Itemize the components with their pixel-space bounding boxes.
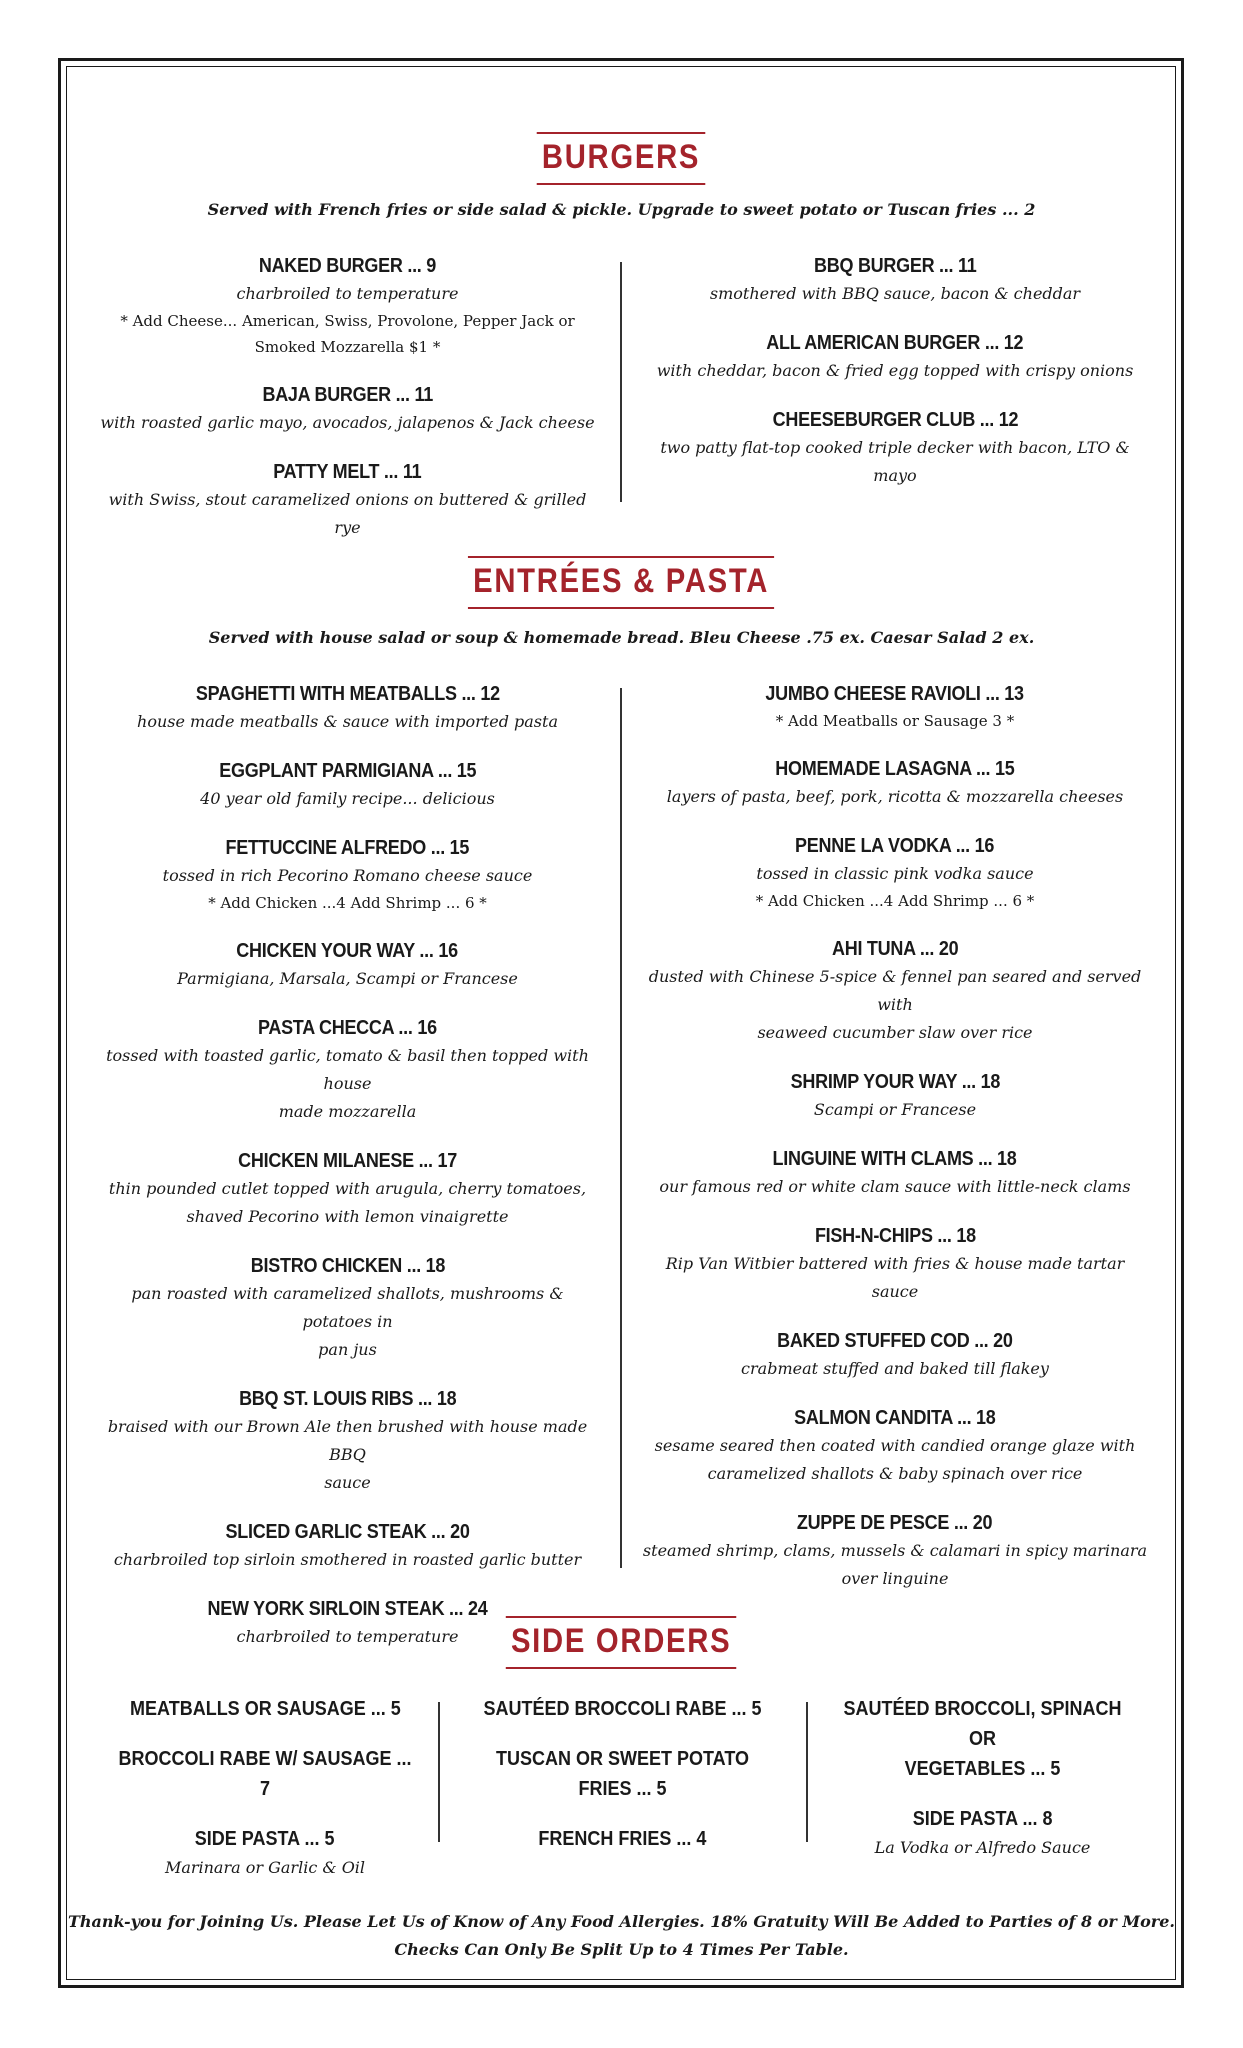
burgers-heading: BURGERS xyxy=(0,132,1243,185)
menu-item xyxy=(640,1068,1150,1124)
item-description: layers of pasta, beef, pork, ricotta & mozzarella cheeses xyxy=(666,787,1124,806)
item-description: steamed shrimp, clams, mussels & calamari in spicy marinara xyxy=(642,1541,1148,1560)
item-addon: Smoked Mozzarella $1 * xyxy=(254,338,441,356)
menu-item xyxy=(100,381,595,437)
item-description: Marinara or Garlic & Oil xyxy=(164,1858,366,1877)
item-description: pan jus xyxy=(318,1340,377,1359)
menu-item xyxy=(100,458,595,542)
item-name: SIDE PASTA ... 8 xyxy=(912,1808,1053,1830)
item-name: PENNE LA VODKA ... 16 xyxy=(795,835,995,857)
menu-item xyxy=(100,757,595,813)
item-name: BISTRO CHICKEN ... 18 xyxy=(250,1255,445,1277)
item-name: BBQ BURGER ... 11 xyxy=(813,255,977,277)
item-description: Rip Van Witbier battered with fries & house made tartar sauce xyxy=(665,1254,1125,1301)
item-description: charbroiled to temperature xyxy=(236,1627,459,1646)
item-name: MEATBALLS OR SAUSAGE ... 5 xyxy=(129,1698,401,1720)
item-description: Scampi or Francese xyxy=(813,1100,977,1119)
sides-heading: SIDE ORDERS xyxy=(0,1616,1243,1669)
item-name: NEW YORK SIRLOIN STEAK ... 24 xyxy=(207,1598,488,1620)
sides-column-2 xyxy=(450,1694,795,1874)
item-name: SLICED GARLIC STEAK ... 20 xyxy=(225,1521,470,1543)
menu-item xyxy=(100,1744,430,1804)
item-description: sesame seared then coated with candied orange glaze with xyxy=(654,1436,1136,1455)
item-name: LINGUINE WITH CLAMS ... 18 xyxy=(772,1148,1017,1170)
item-name: ALL AMERICAN BURGER ... 12 xyxy=(766,332,1024,354)
item-name: SAUTÉED BROCCOLI RABE ... 5 xyxy=(483,1698,762,1720)
item-description: crabmeat stuffed and baked till flakey xyxy=(741,1359,1049,1378)
item-description: braised with our Brown Ale then brushed with house made BBQ xyxy=(107,1417,588,1464)
sides-column-3 xyxy=(815,1694,1150,1882)
item-description: sauce xyxy=(324,1473,371,1492)
menu-item xyxy=(450,1824,795,1854)
burgers-right-column xyxy=(640,252,1150,511)
menu-item xyxy=(640,832,1150,914)
menu-item xyxy=(100,1518,595,1574)
menu-item xyxy=(640,1404,1150,1488)
footer-line: Thank-you for Joining Us. Please Let Us of Know of Any Food Allergies. 18% Gratuity Will Be Added to Parties of 8 or More. xyxy=(68,1912,1175,1931)
item-name: BROCCOLI RABE W/ SAUSAGE ... 7 xyxy=(118,1748,412,1800)
menu-item xyxy=(450,1744,795,1804)
item-name: FISH-N-CHIPS ... 18 xyxy=(814,1225,976,1247)
sides-column-1 xyxy=(100,1694,430,1902)
item-name: CHICKEN YOUR WAY ... 16 xyxy=(236,940,459,962)
item-description: charbroiled top sirloin smothered in roasted garlic butter xyxy=(113,1550,582,1569)
column-divider xyxy=(806,1702,808,1842)
item-name: TUSCAN OR SWEET POTATO FRIES ... 5 xyxy=(495,1748,750,1800)
menu-item xyxy=(100,1824,430,1882)
menu-item xyxy=(640,1509,1150,1593)
burgers-note: Served with French fries or side salad & pickle. Upgrade to sweet potato or Tuscan fries ... 2 xyxy=(207,200,1036,219)
item-name: JUMBO CHEESE RAVIOLI ... 13 xyxy=(765,683,1025,705)
menu-item xyxy=(640,680,1150,734)
menu-item xyxy=(640,329,1150,385)
item-description: La Vodka or Alfredo Sauce xyxy=(874,1838,1091,1857)
item-description: shaved Pecorino with lemon vinaigrette xyxy=(186,1207,509,1226)
menu-item xyxy=(640,1145,1150,1201)
item-name: SHRIMP YOUR WAY ... 18 xyxy=(790,1071,1000,1093)
item-name: SIDE PASTA ... 5 xyxy=(195,1828,335,1850)
menu-item xyxy=(640,935,1150,1047)
menu-item xyxy=(100,1147,595,1231)
item-description: with cheddar, bacon & fried egg topped with crispy onions xyxy=(656,361,1134,380)
item-name: SAUTÉED BROCCOLI, SPINACH OR xyxy=(843,1698,1122,1750)
item-description: house made meatballs & sauce with imported pasta xyxy=(137,712,558,731)
item-addon: * Add Cheese... American, Swiss, Provolone, Pepper Jack or xyxy=(120,312,575,330)
item-name: ZUPPE DE PESCE ... 20 xyxy=(797,1512,993,1534)
item-name: AHI TUNA ... 20 xyxy=(831,938,959,960)
item-description: seaweed cucumber slaw over rice xyxy=(757,1023,1033,1042)
menu-item xyxy=(100,1014,595,1126)
item-description: charbroiled to temperature xyxy=(236,284,459,303)
item-name: BAJA BURGER ... 11 xyxy=(262,384,433,406)
menu-item xyxy=(640,1327,1150,1383)
footer-notice xyxy=(0,1908,1243,1964)
item-name: CHICKEN MILANESE ... 17 xyxy=(238,1150,457,1172)
item-name: FRENCH FRIES ... 4 xyxy=(538,1828,707,1850)
item-name: BAKED STUFFED COD ... 20 xyxy=(777,1330,1013,1352)
item-description: pan roasted with caramelized shallots, mushrooms & potatoes in xyxy=(131,1284,564,1331)
item-description: made mozzarella xyxy=(278,1102,417,1121)
item-name: EGGPLANT PARMIGIANA ... 15 xyxy=(218,760,477,782)
item-description: tossed with toasted garlic, tomato & basil then topped with house xyxy=(106,1046,589,1093)
item-addon: * Add Chicken ...4 Add Shrimp ... 6 * xyxy=(208,894,487,912)
item-description: with Swiss, stout caramelized onions on buttered & grilled rye xyxy=(108,490,587,537)
entrees-left-column xyxy=(100,680,595,1672)
item-description: two patty flat-top cooked triple decker with bacon, LTO & mayo xyxy=(660,438,1130,485)
item-description: 40 year old family recipe... delicious xyxy=(200,789,495,808)
menu-item xyxy=(640,406,1150,490)
menu-item xyxy=(815,1804,1150,1862)
menu-item xyxy=(640,252,1150,308)
item-name: NAKED BURGER ... 9 xyxy=(258,255,437,277)
item-description: thin pounded cutlet topped with arugula, cherry tomatoes, xyxy=(108,1179,587,1198)
item-name: VEGETABLES ... 5 xyxy=(904,1758,1061,1780)
menu-item xyxy=(100,1385,595,1497)
item-description: dusted with Chinese 5-spice & fennel pan seared and served with xyxy=(648,967,1142,1014)
menu-item xyxy=(640,1222,1150,1306)
column-divider xyxy=(620,688,622,1568)
entrees-note: Served with house salad or soup & homemade bread. Bleu Cheese .75 ex. Caesar Salad 2 ex. xyxy=(208,628,1035,647)
item-description: our famous red or white clam sauce with little-neck clams xyxy=(659,1177,1131,1196)
item-description: smothered with BBQ sauce, bacon & cheddar xyxy=(709,284,1081,303)
item-description: with roasted garlic mayo, avocados, jalapenos & Jack cheese xyxy=(100,413,595,432)
column-divider xyxy=(620,262,622,502)
item-name: PASTA CHECCA ... 16 xyxy=(258,1017,437,1039)
item-name: CHEESEBURGER CLUB ... 12 xyxy=(772,409,1018,431)
item-name: SALMON CANDITA ... 18 xyxy=(794,1407,996,1429)
footer-line: Checks Can Only Be Split Up to 4 Times Per Table. xyxy=(394,1940,849,1959)
menu-item xyxy=(640,755,1150,811)
item-addon: * Add Chicken ...4 Add Shrimp ... 6 * xyxy=(755,892,1035,910)
menu-item xyxy=(100,252,595,360)
item-description: Parmigiana, Marsala, Scampi or Francese xyxy=(177,969,518,988)
entrees-heading: ENTRÉES & PASTA xyxy=(0,556,1243,609)
menu-item xyxy=(100,1694,430,1724)
menu-item xyxy=(100,1252,595,1364)
item-description: caramelized shallots & baby spinach over rice xyxy=(707,1464,1083,1483)
menu-item xyxy=(100,937,595,993)
menu-item xyxy=(100,834,595,916)
menu-item xyxy=(450,1694,795,1724)
item-description: tossed in classic pink vodka sauce xyxy=(756,864,1034,883)
item-description: over linguine xyxy=(841,1569,949,1588)
menu-item xyxy=(100,680,595,736)
item-name: SPAGHETTI WITH MEATBALLS ... 12 xyxy=(195,683,500,705)
entrees-right-column xyxy=(640,680,1150,1614)
burgers-left-column xyxy=(100,252,595,563)
item-description: tossed in rich Pecorino Romano cheese sauce xyxy=(162,866,533,885)
item-name: HOMEMADE LASAGNA ... 15 xyxy=(775,758,1015,780)
item-name: PATTY MELT ... 11 xyxy=(273,461,422,483)
item-name: BBQ ST. LOUIS RIBS ... 18 xyxy=(238,1388,457,1410)
item-name: FETTUCCINE ALFREDO ... 15 xyxy=(225,837,470,859)
menu-item xyxy=(815,1694,1150,1784)
item-addon: * Add Meatballs or Sausage 3 * xyxy=(775,712,1015,730)
column-divider xyxy=(438,1702,440,1842)
